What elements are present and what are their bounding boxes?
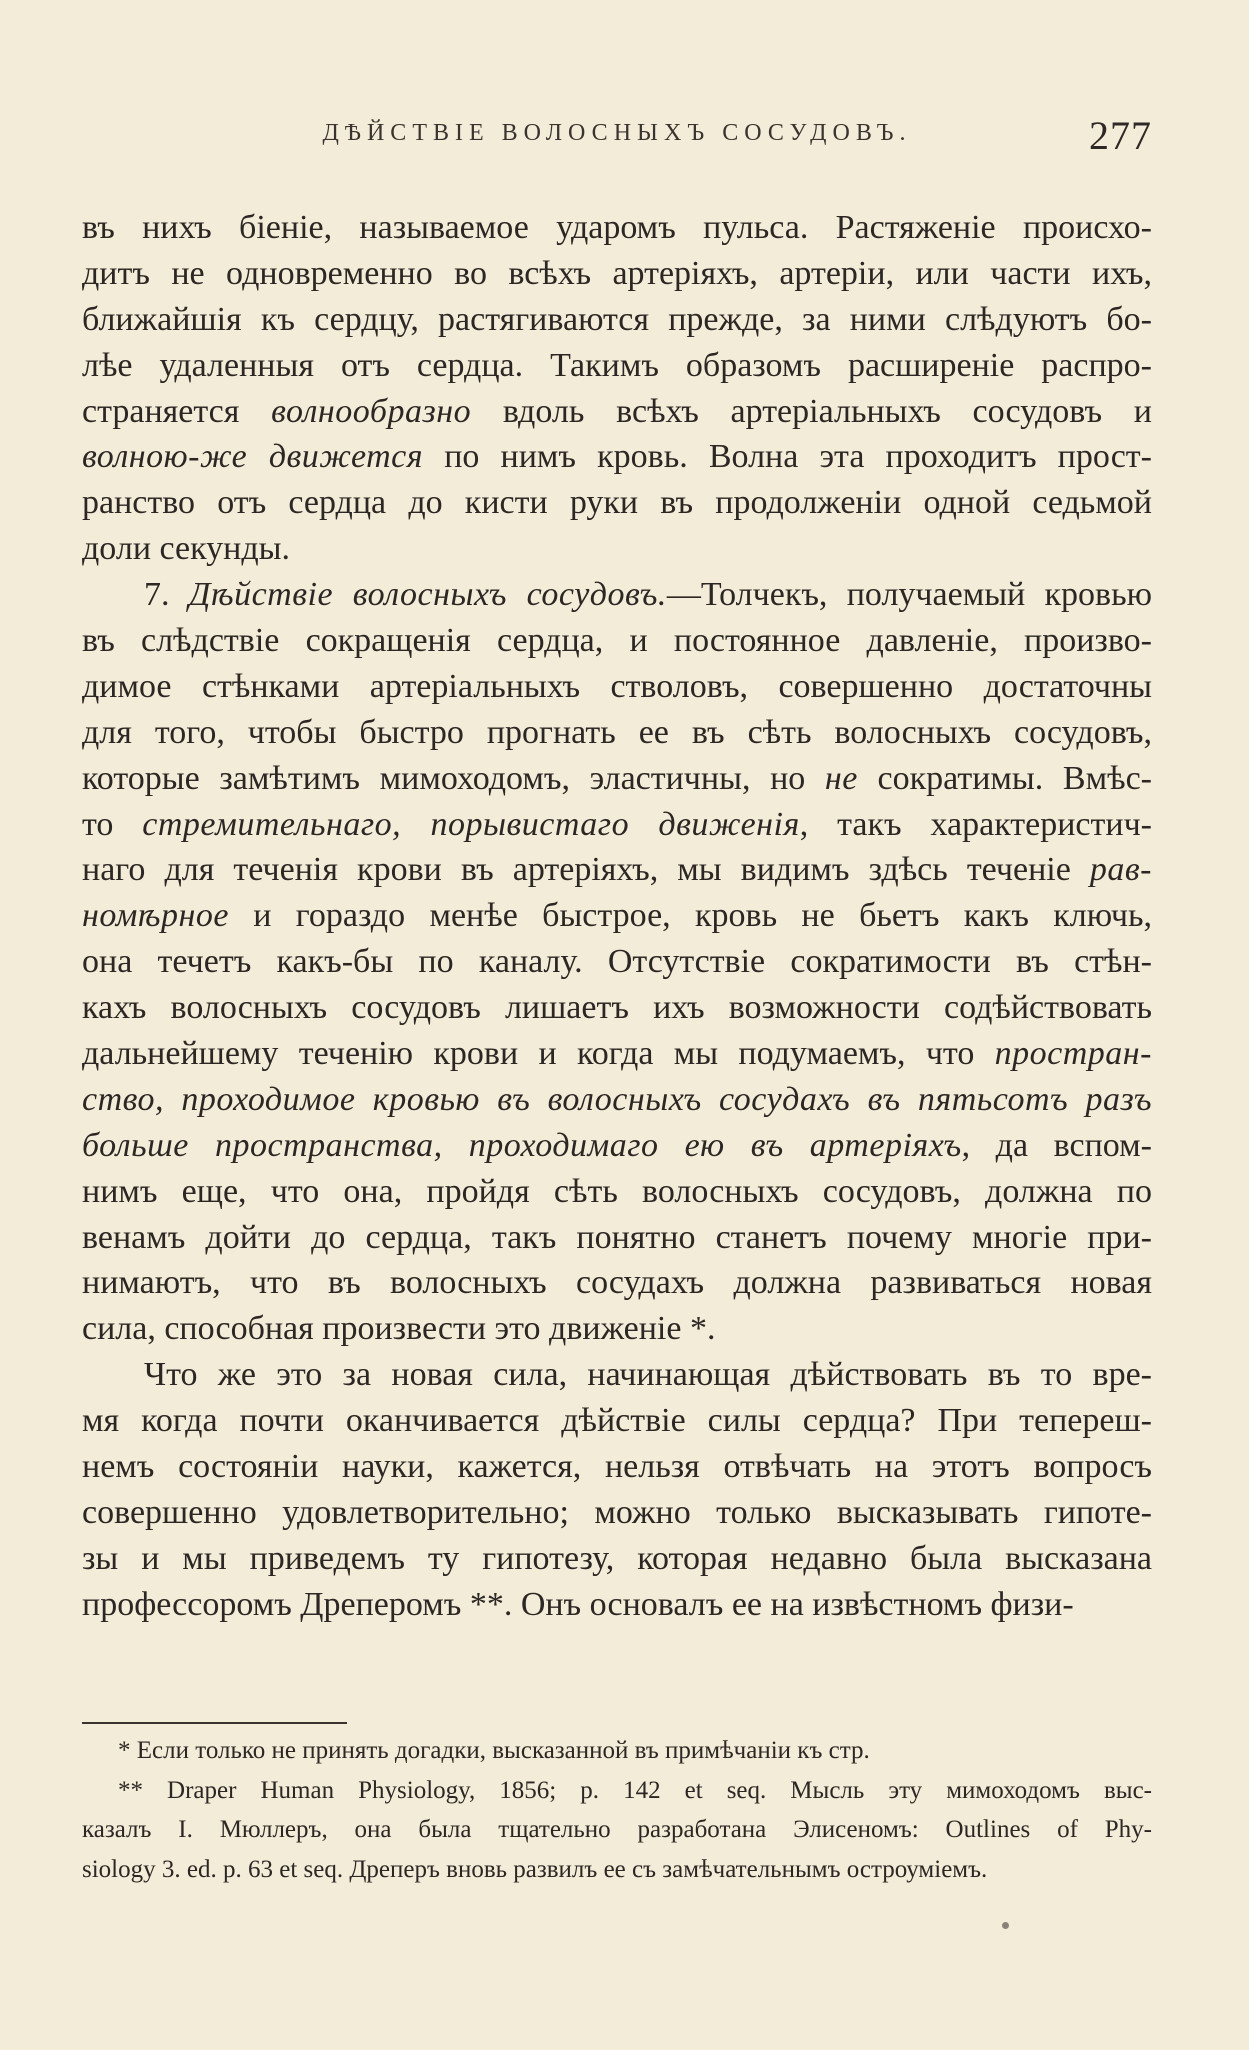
footnote-line: siology 3. ed. p. 63 et seq. Дреперъ вновь развилъ ее съ замѣчательнымъ остроумiемъ.: [82, 1855, 988, 1883]
italic-run: номѣрное: [82, 897, 229, 935]
italic-run: больше пространства, проходимаго ею въ артерiяхъ: [82, 1126, 962, 1164]
text-run: дальнейшему теченiю крови и когда мы подумаемъ, что: [82, 1035, 995, 1073]
text-line: [82, 1352, 1152, 1398]
italic-run: волнообразно: [271, 392, 472, 430]
text-run: профессоромъ Дреперомъ **. Онъ основалъ ее на извѣстномъ физи-: [82, 1585, 1074, 1623]
text-run: и гораздо менѣе быстрое, кровь не бьетъ какъ ключь,: [228, 897, 1152, 935]
text-run: лѣе удаленныя отъ сердца. Такимъ образомъ расширенiе распро-: [82, 346, 1152, 384]
italic-run: стремительнаго, порывистаго движенiя: [142, 805, 800, 843]
text-run: въ слѣдствiе сокращенiя сердца, и постоянное давленiе, произво-: [82, 622, 1152, 660]
italic-run: волною-же движется: [82, 438, 424, 476]
italic-run: Дѣйствiе волосныхъ сосудовъ.: [188, 576, 667, 614]
footnote-rule: [82, 1722, 347, 1724]
text-run: мя когда почти оканчивается дѣйствiе силы сердца? При тепереш-: [82, 1402, 1152, 1440]
text-line: [82, 389, 1152, 435]
text-line: [82, 618, 1152, 664]
text-run: венамъ дойти до сердца, такъ понятно станетъ почему многiе при-: [82, 1218, 1152, 1256]
text-run: зы и мы приведемъ ту гипотезу, которая недавно была высказана: [82, 1539, 1152, 1577]
footnote-line: * Если только не принять догадки, высказанной въ примѣчанiи къ стр.: [118, 1737, 870, 1764]
text-run: немъ состоянiи науки, кажется, нельзя отвѣчать на этотъ вопросъ: [82, 1448, 1152, 1486]
text-run: Что же это за новая сила, начинающая дѣйствовать въ то вре-: [144, 1356, 1152, 1394]
text-run: страняется: [82, 392, 272, 430]
text-line: [82, 251, 1152, 297]
footnotes: [82, 1731, 1152, 1889]
text-run: ранство отъ сердца до кисти руки въ продолженiи одной седьмой: [82, 484, 1152, 522]
text-line: [82, 343, 1152, 389]
italic-run: простран-: [994, 1035, 1152, 1073]
text-line: [82, 664, 1152, 710]
text-run: кахъ волосныхъ сосудовъ лишаетъ ихъ возможности содѣйствовать: [82, 989, 1152, 1027]
text-run: ближайшiя къ сердцу, растягиваются прежде, за ними слѣдуютъ бо-: [82, 300, 1152, 338]
page-number: 277: [1089, 113, 1152, 158]
text-run: вдоль всѣхъ артерiальныхъ сосудовъ и: [471, 392, 1152, 430]
text-line: [82, 480, 1152, 526]
text-run: въ нихъ бiенiе, называемое ударомъ пульса. Растяженiе происхо-: [82, 209, 1152, 246]
italic-run: не: [824, 759, 858, 797]
italic-run: ство, проходимое кровью въ волосныхъ сосудахъ въ пятьсотъ разъ: [82, 1080, 1152, 1118]
text-run: сила, способная произвести это движенiе *.: [82, 1310, 716, 1348]
body-text: [82, 205, 1152, 1628]
text-run: нимъ еще, что она, пройдя сѣть волосныхъ сосудовъ, должна по: [82, 1172, 1152, 1210]
text-run: она течетъ какъ-бы по каналу. Отсутствiе сократимости въ стѣн-: [82, 943, 1152, 981]
text-line: [82, 1077, 1152, 1123]
text-line: [82, 1536, 1152, 1582]
text-run: наго для теченiя крови въ артерiяхъ, мы видимъ здѣсь теченiе: [82, 851, 1090, 889]
print-speck: [1002, 1922, 1009, 1929]
text-run: по нимъ кровь. Волна эта проходитъ прост-: [423, 438, 1152, 476]
text-run: совершенно удовлетворительно; можно только высказывать гипоте-: [82, 1493, 1152, 1531]
text-line: [82, 802, 1152, 848]
text-line: [82, 893, 1152, 939]
footnote-line: ** Draper Human Physiology, 1856; p. 142 et seq. Мысль эту мимоходомъ выс-: [118, 1776, 1152, 1804]
text-line: [82, 1169, 1152, 1215]
text-line: [82, 847, 1152, 893]
text-run: , такъ характеристич-: [799, 805, 1152, 843]
text-line: [82, 756, 1152, 802]
italic-run: рав-: [1089, 851, 1152, 889]
text-line: [82, 297, 1152, 343]
text-line: [82, 1123, 1152, 1169]
text-line: [82, 205, 1152, 251]
text-run: сократимы. Вмѣс-: [857, 759, 1152, 797]
text-run: дитъ не одновременно во всѣхъ артерiяхъ, артерiи, или части ихъ,: [82, 254, 1152, 292]
text-run: доли секунды.: [82, 530, 290, 568]
text-line: [82, 1490, 1152, 1536]
text-line: [82, 526, 1152, 572]
text-run: —Толчекъ, получаемый кровью: [666, 576, 1152, 614]
text-run: 7.: [144, 576, 189, 614]
text-line: [82, 1398, 1152, 1444]
text-line: [82, 1306, 1152, 1352]
text-line: [82, 939, 1152, 985]
text-run: димое стѣнками артерiальныхъ стволовъ, совершенно достаточны: [82, 667, 1152, 705]
text-run: для того, чтобы быстро прогнать ее въ сѣть волосныхъ сосудовъ,: [82, 713, 1152, 751]
text-line: [82, 572, 1152, 618]
text-line: [82, 985, 1152, 1031]
page-header: [82, 112, 1152, 162]
text-line: [82, 1582, 1152, 1628]
text-line: [82, 1215, 1152, 1261]
footnote-line: казалъ I. Мюллеръ, она была тщательно разработана Элисеномъ: Outlines of Phy-: [82, 1816, 1152, 1843]
text-run: то: [82, 805, 143, 843]
text-line: [82, 1260, 1152, 1306]
text-run: которые замѣтимъ мимоходомъ, эластичны, но: [82, 759, 825, 797]
text-line: [82, 1444, 1152, 1490]
text-run: , да вспом-: [961, 1126, 1152, 1164]
text-run: нимаютъ, что въ волосныхъ сосудахъ должна развиваться новая: [82, 1264, 1152, 1302]
text-line: [82, 1031, 1152, 1077]
text-line: [82, 710, 1152, 756]
running-head: ДѢЙСТВIЕ ВОЛОСНЫХЪ СОСУДОВЪ.: [322, 120, 912, 146]
text-line: [82, 434, 1152, 480]
